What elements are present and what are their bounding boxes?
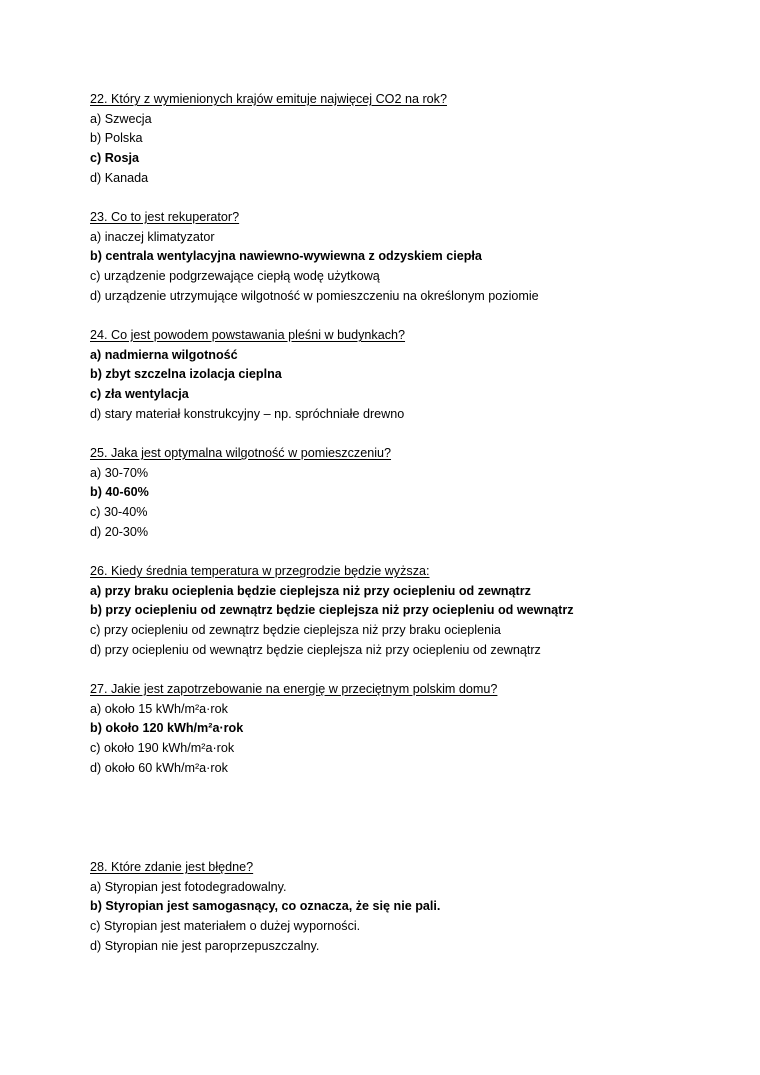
answer-b: b) Polska xyxy=(90,131,143,146)
answer-d: d) Styropian nie jest paroprzepuszczalny. xyxy=(90,938,320,953)
answer-a: a) inaczej klimatyzator xyxy=(90,229,215,244)
answer-d: d) Kanada xyxy=(90,170,149,185)
answer-b-correct: b) centrala wentylacyjna nawiewno-wywiewna z odzyskiem ciepła xyxy=(90,249,482,264)
answer-c: c) około 190 kWh/m²a·rok xyxy=(90,741,235,756)
answer-b-correct: b) 40-60% xyxy=(90,485,149,500)
answer-a: a) Szwecja xyxy=(90,111,152,126)
question-26 xyxy=(90,562,730,660)
answer-b-correct: b) około 120 kWh/m²a·rok xyxy=(90,721,244,736)
question-24 xyxy=(90,326,730,424)
answer-a: a) około 15 kWh/m²a·rok xyxy=(90,701,228,716)
answer-c: c) przy ociepleniu od zewnątrz będzie cieplejsza niż przy braku ocieplenia xyxy=(90,623,501,638)
question-27 xyxy=(90,680,730,778)
question-title: 22. Który z wymienionych krajów emituje najwięcej CO2 na rok? xyxy=(90,92,447,106)
answer-a: a) Styropian jest fotodegradowalny. xyxy=(90,879,287,894)
question-title: 28. Które zdanie jest błędne? xyxy=(90,860,254,874)
answer-c-correct: c) Rosja xyxy=(90,151,139,166)
answer-c-correct: c) zła wentylacja xyxy=(90,387,189,402)
answer-d: d) około 60 kWh/m²a·rok xyxy=(90,760,228,775)
question-title: 26. Kiedy średnia temperatura w przegrodzie będzie wyższa: xyxy=(90,564,430,578)
question-title: 27. Jakie jest zapotrzebowanie na energię w przeciętnym polskim domu? xyxy=(90,682,498,696)
answer-d: d) przy ociepleniu od wewnątrz będzie cieplejsza niż przy ociepleniu od zewnątrz xyxy=(90,642,541,657)
question-title: 25. Jaka jest optymalna wilgotność w pomieszczeniu? xyxy=(90,446,392,460)
answer-d: d) 20-30% xyxy=(90,524,149,539)
answer-a-correct: a) przy braku ocieplenia będzie cieplejsza niż przy ociepleniu od zewnątrz xyxy=(90,583,531,598)
question-title: 23. Co to jest rekuperator? xyxy=(90,210,240,224)
answer-d: d) urządzenie utrzymujące wilgotność w pomieszczeniu na określonym poziomie xyxy=(90,288,539,303)
answer-c: c) 30-40% xyxy=(90,505,148,520)
answer-a-correct: a) nadmierna wilgotność xyxy=(90,347,238,362)
answer-b-correct: b) przy ociepleniu od zewnątrz będzie cieplejsza niż przy ociepleniu od wewnątrz xyxy=(90,603,574,618)
question-28 xyxy=(90,858,730,956)
answer-b-correct: b) Styropian jest samogasnący, co oznacza, że się nie pali. xyxy=(90,899,441,914)
question-23 xyxy=(90,208,730,306)
answer-d: d) stary materiał konstrukcyjny – np. spróchniałe drewno xyxy=(90,406,405,421)
answer-b-correct: b) zbyt szczelna izolacja cieplna xyxy=(90,367,282,382)
answer-c: c) Styropian jest materiałem o dużej wyporności. xyxy=(90,919,361,934)
answer-a: a) 30-70% xyxy=(90,465,149,480)
question-25 xyxy=(90,444,730,542)
answer-c: c) urządzenie podgrzewające ciepłą wodę użytkową xyxy=(90,269,380,284)
question-title: 24. Co jest powodem powstawania pleśni w budynkach? xyxy=(90,328,406,342)
question-22 xyxy=(90,90,730,188)
